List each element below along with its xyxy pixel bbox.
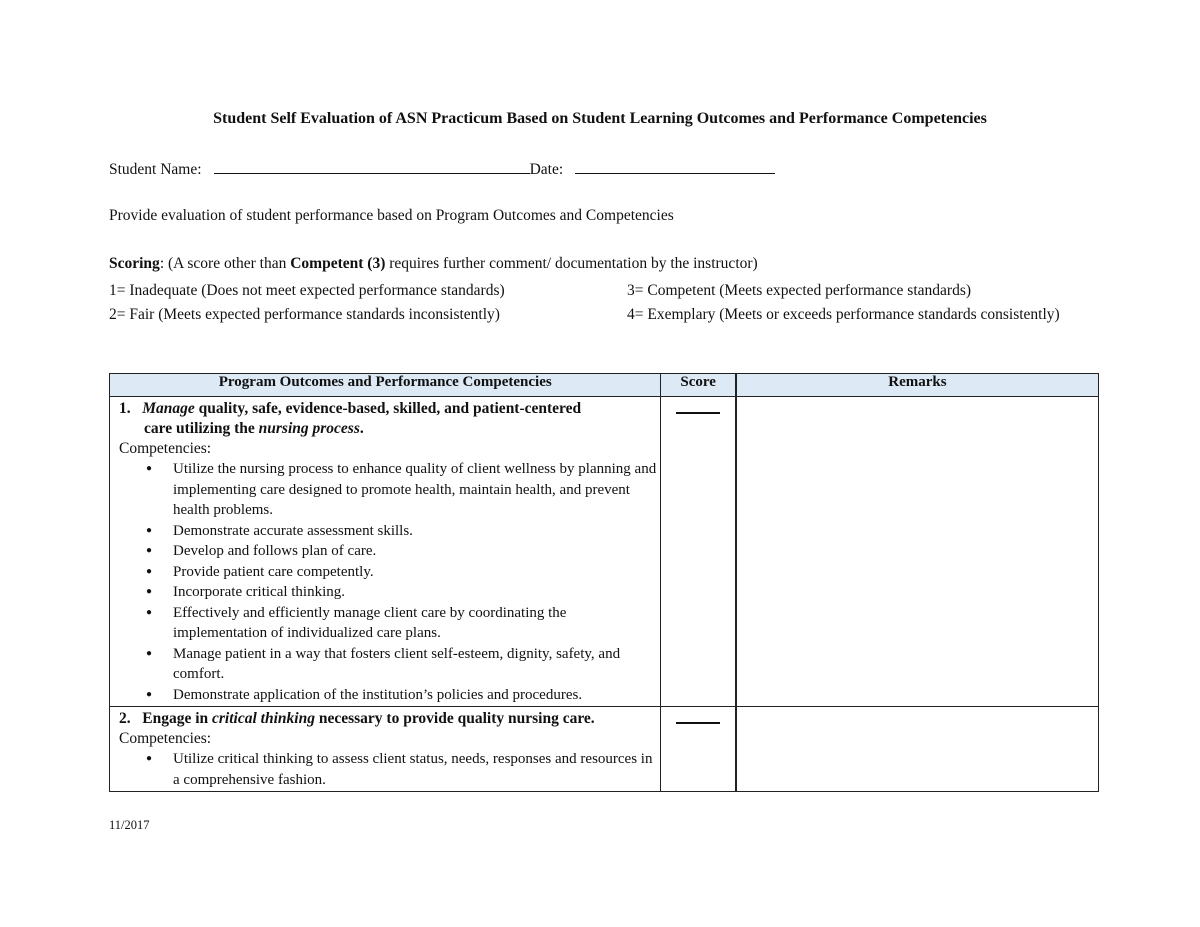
score-cell[interactable] bbox=[661, 397, 736, 707]
outcome-cell bbox=[110, 707, 661, 792]
student-name-field[interactable] bbox=[214, 159, 530, 174]
scale-3: 3= Competent (Meets expected performance standards) bbox=[627, 282, 972, 299]
instructions-text: Provide evaluation of student performance based on Program Outcomes and Competencies bbox=[109, 207, 674, 224]
outcome-cell bbox=[110, 397, 661, 707]
outcome-title-line2-post: . bbox=[359, 420, 364, 437]
table-header-row bbox=[110, 374, 1099, 397]
date-label: Date: bbox=[529, 161, 564, 178]
scoring-note bbox=[109, 255, 758, 273]
header-outcomes: Program Outcomes and Performance Competencies bbox=[110, 374, 661, 397]
list-item: ● Demonstrate application of the institution’s policies and procedures. bbox=[173, 685, 659, 706]
scoring-competent: Competent (3) bbox=[290, 255, 386, 272]
page-title: Student Self Evaluation of ASN Practicum Based on Student Learning Outcomes and Performance Competencies bbox=[213, 110, 987, 127]
scale-4: 4= Exemplary (Meets or exceeds performance standards consistently) bbox=[627, 306, 1060, 323]
outcome-title-line2: care utilizing the bbox=[144, 420, 259, 437]
scale-2: 2= Fair (Meets expected performance standards inconsistently) bbox=[109, 306, 500, 323]
student-name-date-line bbox=[109, 159, 775, 179]
outcome-title-pre: Engage in bbox=[142, 710, 213, 727]
scoring-label: Scoring bbox=[109, 255, 160, 272]
list-item: ● Incorporate critical thinking. bbox=[173, 582, 659, 603]
list-item: ● Effectively and efficiently manage client care by coordinating the implementation of individualized care plans. bbox=[173, 603, 659, 644]
date-field[interactable] bbox=[575, 159, 775, 174]
outcome-title-line2-italic: nursing process bbox=[258, 420, 360, 437]
competency-list bbox=[111, 459, 659, 705]
outcome-title bbox=[111, 708, 659, 729]
competencies-label: Competencies: bbox=[119, 440, 212, 457]
list-item: ● Develop and follows plan of care. bbox=[173, 541, 659, 562]
competency-list bbox=[111, 749, 659, 790]
student-name-label: Student Name: bbox=[109, 161, 202, 178]
footer-date: 11/2017 bbox=[109, 818, 150, 832]
scoring-suffix: requires further comment/ documentation by the instructor) bbox=[385, 255, 758, 272]
evaluation-table bbox=[109, 373, 1099, 792]
outcome-number: 2. bbox=[119, 710, 131, 727]
outcome-title bbox=[111, 398, 659, 439]
table-row bbox=[110, 397, 1099, 707]
list-item: ● Demonstrate accurate assessment skills. bbox=[173, 521, 659, 542]
header-remarks: Remarks bbox=[736, 374, 1099, 397]
list-item: ● Provide patient care competently. bbox=[173, 562, 659, 583]
list-item: ● Utilize the nursing process to enhance quality of client wellness by planning and implementing care designed to promote health, maintain health, and prevent health problems. bbox=[173, 459, 659, 521]
list-item: ● Manage patient in a way that fosters client self-esteem, dignity, safety, and comfort. bbox=[173, 644, 659, 685]
outcome-title-italic: Manage bbox=[142, 400, 195, 417]
scale-1: 1= Inadequate (Does not meet expected performance standards) bbox=[109, 282, 505, 299]
score-cell[interactable] bbox=[661, 707, 736, 792]
outcome-title-mid: quality, safe, evidence-based, skilled, and patient-centered bbox=[194, 400, 582, 417]
competencies-label: Competencies: bbox=[119, 730, 212, 747]
score-blank[interactable] bbox=[676, 722, 720, 724]
outcome-title-post: necessary to provide quality nursing care. bbox=[314, 710, 595, 727]
remarks-cell[interactable] bbox=[736, 397, 1099, 707]
outcome-number: 1. bbox=[119, 400, 131, 417]
scoring-prefix: : (A score other than bbox=[159, 255, 291, 272]
list-item: ● Utilize critical thinking to assess client status, needs, responses and resources in a comprehensive fashion. bbox=[173, 749, 659, 790]
remarks-cell[interactable] bbox=[736, 707, 1099, 792]
score-blank[interactable] bbox=[676, 412, 720, 414]
outcome-title-italic: critical thinking bbox=[212, 710, 315, 727]
table-row bbox=[110, 707, 1099, 792]
header-score: Score bbox=[661, 374, 736, 397]
